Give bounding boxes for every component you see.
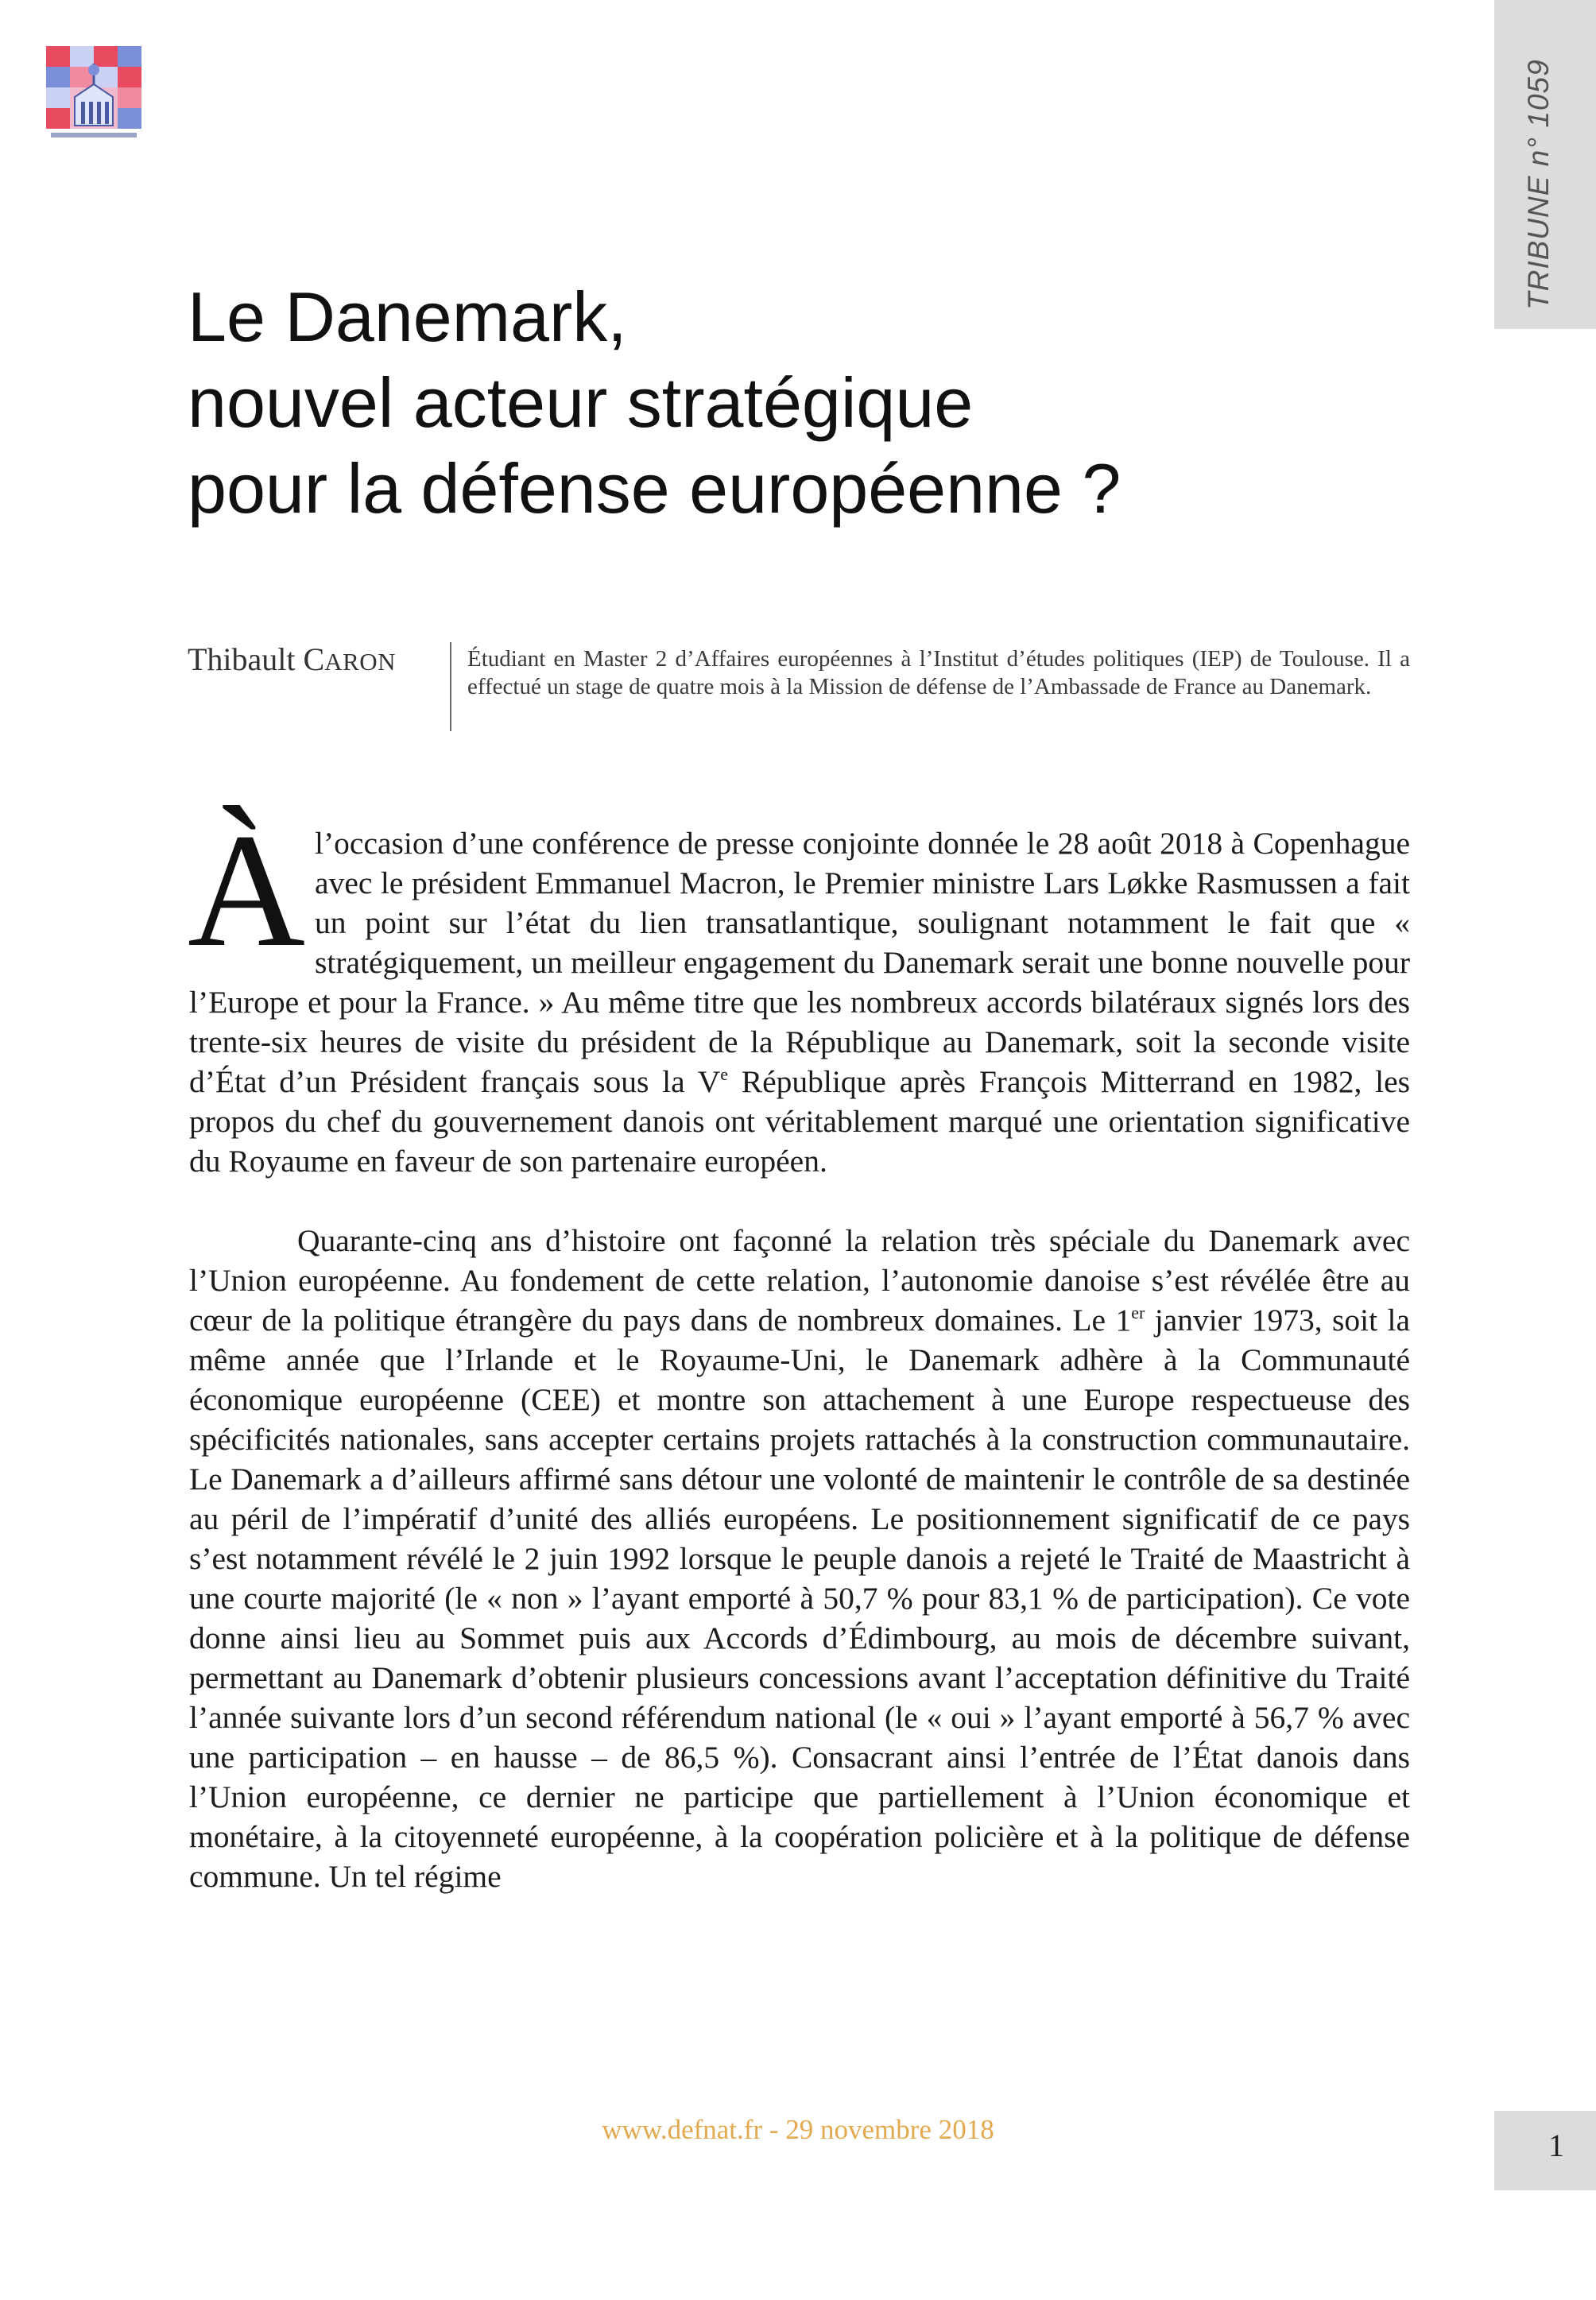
- paragraph-1: [188, 800, 1410, 1181]
- paragraph-2-superscript: er: [1131, 1303, 1145, 1322]
- author-divider: [450, 642, 451, 731]
- paragraph-1-text: l’occasion d’une conférence de presse conjointe donnée le 28 août 2018 à Copenhague avec le président Emmanuel Macron, le Premier ministre Lars Løkke Rasmussen a fait un point sur l’état du lien transatlantique, soulignant notamment le fait que « stratégiquement, un meilleur engagement du Danemark serait une bonne nouvelle pour l’Europe et pour la France. » Au même titre que les nombreux accords bilatéraux signés lors des trente-six heures de visite du président de la République au Danemark, soit la seconde visite d’État d’un Président français sous la V: [189, 826, 1410, 1099]
- author-last-initial: C: [303, 641, 325, 677]
- title-line-2: nouvel acteur stratégique: [188, 363, 974, 442]
- author-name: [188, 641, 434, 678]
- footer-site-date: www.defnat.fr - 29 novembre 2018: [602, 2114, 994, 2145]
- paragraph-1-superscript: e: [720, 1064, 729, 1084]
- paragraph-2: [189, 1221, 1410, 1896]
- paragraph-1-text-end: République après François Mitterrand en 1982, les propos du chef du gouvernement danois ont véritablement marqué une orientation significative du Royaume en faveur de son partenaire européen.: [189, 1064, 1410, 1179]
- article-body: [188, 800, 1410, 1896]
- author-first-name: Thibault: [188, 641, 296, 677]
- page-title: [188, 274, 1380, 532]
- page-number: 1: [1548, 2128, 1564, 2163]
- author-bio: Étudiant en Master 2 d’Affaires européennes à l’Institut d’études politiques (IEP) de Toulouse. Il a effectué un stage de quatre mois à la Mission de défense de l’Ambassade de France au Danemark.: [467, 646, 1410, 699]
- paragraph-2-text-end: janvier 1973, soit la même année que l’Irlande et le Royaume-Uni, le Danemark adhère à la Communauté économique européenne (CEE) et montre son attachement à une Europe respectueuse des spécificités nationales, sans accepter certains projets rattachés à la construction communautaire. Le Danemark a d’ailleurs affirmé sans détour une volonté de maintenir le contrôle de sa destinée au péril de l’impératif d’unité des alliés européens. Le positionnement significatif de ce pays s’est notamment révélé le 2 juin 1992 lorsque le peuple danois a rejeté le Traité de Maastricht à une courte majorité (le « non » l’ayant emporté à 50,7 % pour 83,1 % de participation). Ce vote donne ainsi lieu au Sommet puis aux Accords d’Édimbourg, au mois de décembre suivant, permettant au Danemark d’obtenir plusieurs concessions avant l’acceptation définitive du Traité l’année suivante lors d’un second référendum national (le « oui » l’ayant emporté à 56,7 % avec une participation – en hausse – de 86,5 %). Consacrant ainsi l’entrée de l’État danois dans l’Union européenne, ce dernier ne participe que partiellement à l’Union économique et monétaire, à la citoyenneté européenne, à la coopération policière et à la politique de défense commune. Un tel régime: [189, 1303, 1410, 1894]
- drop-cap: À: [188, 800, 306, 981]
- institution-building-logo: [46, 46, 141, 143]
- author-last-rest: ARON: [324, 648, 397, 676]
- paragraph-2-text: Quarante-cinq ans d’histoire ont façonné la relation très spéciale du Danemark avec l’Union européenne. Au fondement de cette relation, l’autonomie danoise s’est révélée être au cœur de la politique étrangère du pays dans de nombreux domaines. Le 1: [189, 1223, 1410, 1338]
- series-tab-label: TRIBUNE n° 1059: [1522, 59, 1555, 310]
- title-line-1: Le Danemark,: [188, 277, 627, 356]
- title-line-3: pour la défense européenne ?: [188, 449, 1121, 528]
